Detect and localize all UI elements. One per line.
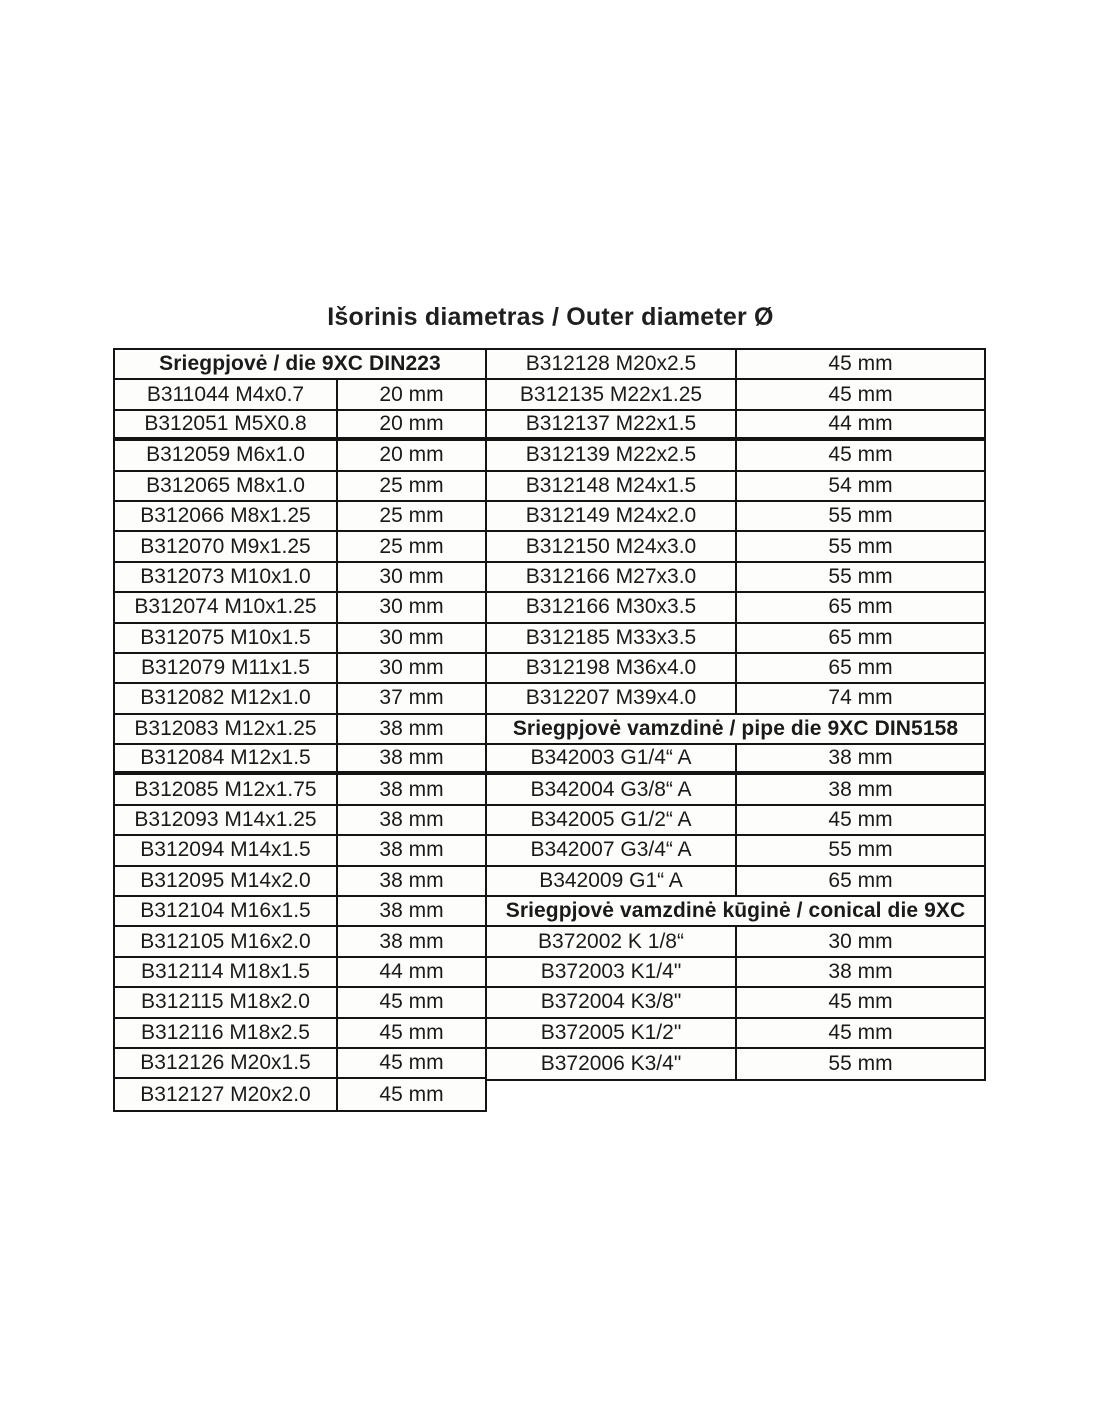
outer-diameter-cell: 45 mm — [828, 382, 893, 406]
part-number-cell: B311044 M4x0.7 — [115, 380, 338, 408]
outer-diameter-cell: 38 mm — [379, 929, 444, 953]
outer-diameter-cell: 38 mm — [379, 716, 444, 740]
table-row — [115, 958, 485, 988]
outer-diameter-cell: 30 mm — [379, 564, 444, 588]
diameter-table — [113, 348, 986, 1112]
part-number-cell: B312094 M14x1.5 — [115, 836, 338, 864]
outer-diameter-cell: 55 mm — [828, 534, 893, 558]
table-row — [115, 745, 485, 775]
table-row — [115, 836, 485, 866]
table-row — [487, 350, 984, 380]
part-number-cell: B312126 M20x1.5 — [115, 1049, 338, 1077]
table-row — [115, 441, 485, 471]
part-number-cell: B312114 M18x1.5 — [115, 958, 338, 986]
part-number-cell: B312166 M30x3.5 — [487, 593, 737, 621]
section-header-label: Sriegpjovė / die 9XC DIN223 — [159, 352, 441, 376]
outer-diameter-cell: 30 mm — [379, 625, 444, 649]
table-row — [115, 532, 485, 562]
outer-diameter-cell: 45 mm — [828, 808, 893, 832]
part-number-cell: B312085 M12x1.75 — [115, 775, 338, 803]
table-row — [115, 411, 485, 441]
outer-diameter-cell: 20 mm — [379, 443, 444, 467]
outer-diameter-cell: 55 mm — [828, 838, 893, 862]
table-row — [115, 715, 485, 745]
table-row — [487, 624, 984, 654]
part-number-cell: B312207 M39x4.0 — [487, 684, 737, 712]
table-row — [115, 1079, 485, 1109]
outer-diameter-cell: 38 mm — [379, 899, 444, 923]
outer-diameter-cell: 38 mm — [379, 746, 444, 770]
right-table — [485, 348, 986, 1081]
left-table — [113, 348, 487, 1112]
outer-diameter-cell: 38 mm — [828, 777, 893, 801]
outer-diameter-cell: 38 mm — [379, 838, 444, 862]
part-number-cell: B312149 M24x2.0 — [487, 502, 737, 530]
outer-diameter-cell: 38 mm — [828, 746, 893, 770]
outer-diameter-cell: 45 mm — [379, 1020, 444, 1044]
outer-diameter-cell: 54 mm — [828, 473, 893, 497]
section-header-label: Sriegpjovė vamzdinė / pipe die 9XC DIN5158 — [512, 716, 959, 740]
part-number-cell: B312148 M24x1.5 — [487, 472, 737, 500]
table-row — [115, 684, 485, 714]
outer-diameter-cell: 44 mm — [828, 411, 893, 435]
section-header-label: Sriegpjovė vamzdinė kūginė / conical die 9XC — [505, 899, 966, 923]
table-row — [487, 1049, 984, 1079]
table-row — [115, 897, 485, 927]
outer-diameter-cell: 25 mm — [379, 534, 444, 558]
table-row — [115, 1049, 485, 1079]
outer-diameter-cell: 65 mm — [828, 595, 893, 619]
part-number-cell: B372005 K1/2" — [487, 1019, 737, 1047]
outer-diameter-cell: 55 mm — [828, 564, 893, 588]
outer-diameter-cell: 25 mm — [379, 504, 444, 528]
table-row — [115, 654, 485, 684]
part-number-cell: B342003 G1/4“ A — [487, 745, 737, 771]
table-row — [487, 441, 984, 471]
outer-diameter-cell: 25 mm — [379, 473, 444, 497]
section-header-row — [487, 715, 984, 745]
outer-diameter-cell: 45 mm — [828, 443, 893, 467]
table-row — [487, 745, 984, 775]
outer-diameter-cell: 20 mm — [379, 382, 444, 406]
page-title: Išorinis diametras / Outer diameter Ø — [327, 303, 774, 331]
table-row — [487, 380, 984, 410]
part-number-cell: B312137 M22x1.5 — [487, 411, 737, 437]
part-number-cell: B372003 K1/4" — [487, 958, 737, 986]
part-number-cell: B312105 M16x2.0 — [115, 927, 338, 955]
part-number-cell: B342005 G1/2“ A — [487, 806, 737, 834]
part-number-cell: B312082 M12x1.0 — [115, 684, 338, 712]
table-row — [487, 684, 984, 714]
part-number-cell: B342009 G1“ A — [487, 867, 737, 895]
part-number-cell: B372004 K3/8" — [487, 988, 737, 1016]
part-number-cell: B372002 K 1/8“ — [487, 927, 737, 955]
part-number-cell: B312059 M6x1.0 — [115, 441, 338, 469]
part-number-cell: B312139 M22x2.5 — [487, 441, 737, 469]
outer-diameter-cell: 30 mm — [828, 929, 893, 953]
part-number-cell: B312095 M14x2.0 — [115, 867, 338, 895]
table-row — [487, 775, 984, 805]
table-row — [115, 472, 485, 502]
outer-diameter-cell: 44 mm — [379, 960, 444, 983]
part-number-cell: B312084 M12x1.5 — [115, 745, 338, 771]
part-number-cell: B312166 M27x3.0 — [487, 563, 737, 591]
outer-diameter-cell: 30 mm — [379, 595, 444, 619]
section-header-row — [115, 350, 485, 380]
table-row — [115, 806, 485, 836]
outer-diameter-cell: 38 mm — [379, 808, 444, 832]
part-number-cell: B312083 M12x1.25 — [115, 715, 338, 743]
table-row — [487, 532, 984, 562]
table-row — [487, 927, 984, 957]
table-row — [115, 502, 485, 532]
part-number-cell: B312116 M18x2.5 — [115, 1019, 338, 1047]
outer-diameter-cell: 65 mm — [828, 625, 893, 649]
table-row — [487, 472, 984, 502]
table-row — [487, 958, 984, 988]
outer-diameter-cell: 38 mm — [379, 868, 444, 892]
part-number-cell: B342007 G3/4“ A — [487, 836, 737, 864]
outer-diameter-cell: 20 mm — [379, 411, 444, 435]
part-number-cell: B312128 M20x2.5 — [487, 350, 737, 378]
outer-diameter-cell: 45 mm — [828, 352, 893, 376]
outer-diameter-cell: 74 mm — [828, 686, 893, 710]
table-row — [487, 836, 984, 866]
part-number-cell: B312185 M33x3.5 — [487, 624, 737, 652]
part-number-cell: B312070 M9x1.25 — [115, 532, 338, 560]
outer-diameter-cell: 65 mm — [828, 656, 893, 680]
outer-diameter-cell: 45 mm — [379, 990, 444, 1014]
part-number-cell: B312074 M10x1.25 — [115, 593, 338, 621]
table-row — [115, 563, 485, 593]
section-header-row — [487, 897, 984, 927]
table-row — [487, 806, 984, 836]
part-number-cell: B312079 M11x1.5 — [115, 654, 338, 682]
part-number-cell: B342004 G3/8“ A — [487, 775, 737, 803]
table-row — [487, 1019, 984, 1049]
outer-diameter-cell: 45 mm — [828, 990, 893, 1014]
table-row — [115, 624, 485, 654]
outer-diameter-cell: 45 mm — [379, 1082, 444, 1106]
table-row — [487, 411, 984, 441]
table-row — [115, 927, 485, 957]
table-row — [115, 775, 485, 805]
table-row — [115, 593, 485, 623]
outer-diameter-cell: 55 mm — [828, 504, 893, 528]
part-number-cell: B372006 K3/4" — [487, 1049, 737, 1079]
table-row — [115, 988, 485, 1018]
part-number-cell: B312093 M14x1.25 — [115, 806, 338, 834]
part-number-cell: B312150 M24x3.0 — [487, 532, 737, 560]
outer-diameter-cell: 65 mm — [828, 868, 893, 892]
part-number-cell: B312127 M20x2.0 — [115, 1079, 338, 1109]
part-number-cell: B312115 M18x2.0 — [115, 988, 338, 1016]
part-number-cell: B312073 M10x1.0 — [115, 563, 338, 591]
outer-diameter-cell: 45 mm — [379, 1051, 444, 1075]
part-number-cell: B312066 M8x1.25 — [115, 502, 338, 530]
outer-diameter-cell: 55 mm — [828, 1052, 893, 1076]
outer-diameter-cell: 37 mm — [379, 686, 444, 710]
table-row — [487, 593, 984, 623]
part-number-cell: B312065 M8x1.0 — [115, 472, 338, 500]
outer-diameter-cell: 38 mm — [828, 960, 893, 983]
table-row — [487, 654, 984, 684]
outer-diameter-cell: 30 mm — [379, 656, 444, 680]
table-row — [115, 380, 485, 410]
part-number-cell: B312198 M36x4.0 — [487, 654, 737, 682]
outer-diameter-cell: 45 mm — [828, 1020, 893, 1044]
outer-diameter-cell: 38 mm — [379, 777, 444, 801]
table-row — [487, 563, 984, 593]
table-row — [487, 867, 984, 897]
part-number-cell: B312075 M10x1.5 — [115, 624, 338, 652]
part-number-cell: B312104 M16x1.5 — [115, 897, 338, 925]
table-row — [487, 502, 984, 532]
part-number-cell: B312135 M22x1.25 — [487, 380, 737, 408]
table-row — [115, 867, 485, 897]
part-number-cell: B312051 M5X0.8 — [115, 411, 338, 437]
table-row — [115, 1019, 485, 1049]
table-row — [487, 988, 984, 1018]
